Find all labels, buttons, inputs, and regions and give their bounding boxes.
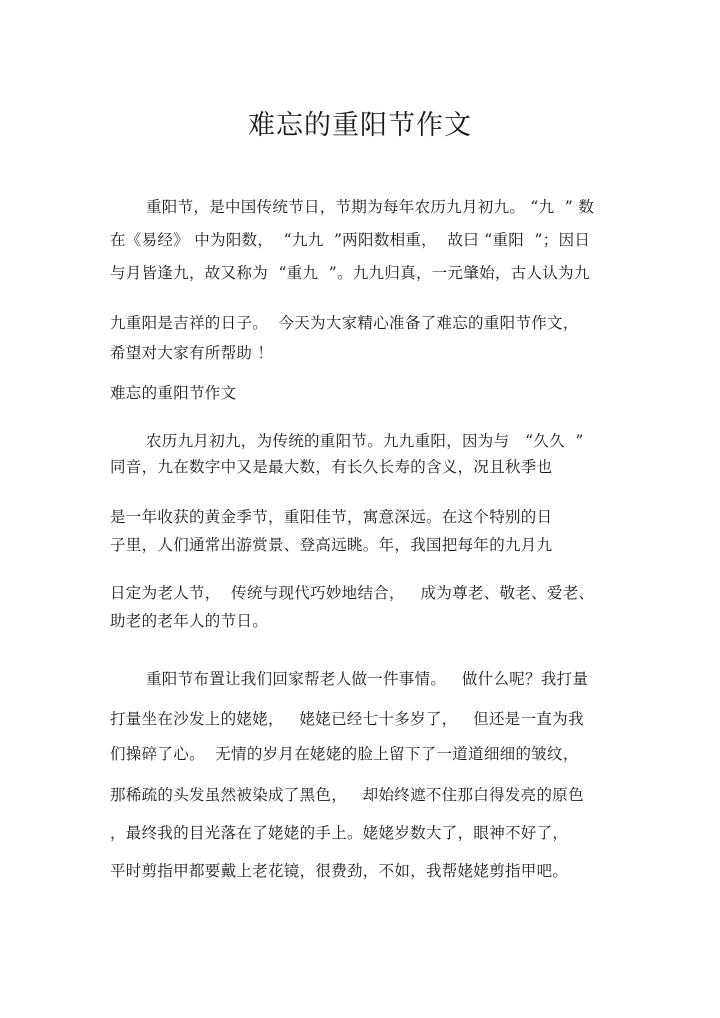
text-line: 那稀疏的头发虽然被染成了黑色， 却始终遮不住那白得发亮的原色	[110, 786, 584, 804]
text-line: 在《易经》 中为阳数， “九九 ”两阳数相重， 故曰 “重阳 ”；因日	[110, 231, 591, 249]
document-title: 难忘的重阳节作文	[248, 110, 472, 141]
text-line: 希望对大家有所帮助 ！	[110, 344, 274, 362]
text-line: 子里，人们通常出游赏景、登高远眺。年，我国把每年的九月九	[110, 536, 553, 554]
text-line: 打量坐在沙发上的姥姥， 姥姥已经七十多岁了， 但还是一直为我	[110, 710, 584, 728]
text-line: 同音，九在数字中又是最大数，有长久长寿的含义，况且秋季也	[110, 458, 553, 476]
text-line: 是一年收获的黄金季节，重阳佳节，寓意深远。在这个特别的日	[110, 508, 553, 526]
text-line: 重阳节布置让我们回家帮老人做一件事情。 做什么呢？我打量	[146, 670, 589, 688]
text-line: 日定为老人节， 传统与现代巧妙地结合， 成为尊老、敬老、爱老、	[110, 584, 595, 602]
text-line: 九重阳是吉祥的日子。 今天为大家精心准备了难忘的重阳节作文，	[110, 314, 579, 332]
text-line: 们操碎了心。 无情的岁月在姥姥的脸上留下了一道道细细的皱纹，	[110, 745, 579, 763]
text-line: 重阳节，是中国传统节日，节期为每年农历九月初九。 “九 ” 数	[146, 198, 595, 216]
section-heading: 难忘的重阳节作文	[110, 384, 237, 402]
text-line: 与月皆逢九，故又称为 “重九 ”。九九归真，一元肇始，古人认为九	[110, 264, 590, 282]
text-line: 平时剪指甲都要戴上老花镜，很费劲，不如，我帮姥姥剪指甲吧。	[110, 862, 569, 880]
text-line: 助老的老年人的节日。	[110, 612, 269, 630]
text-line: ，最终我的目光落在了姥姥的手上。姥姥岁数大了，眼神不好了，	[110, 824, 569, 842]
text-line: 农历九月初九，为传统的重阳节。九九重阳，因为与 “久久 ”	[146, 432, 584, 450]
